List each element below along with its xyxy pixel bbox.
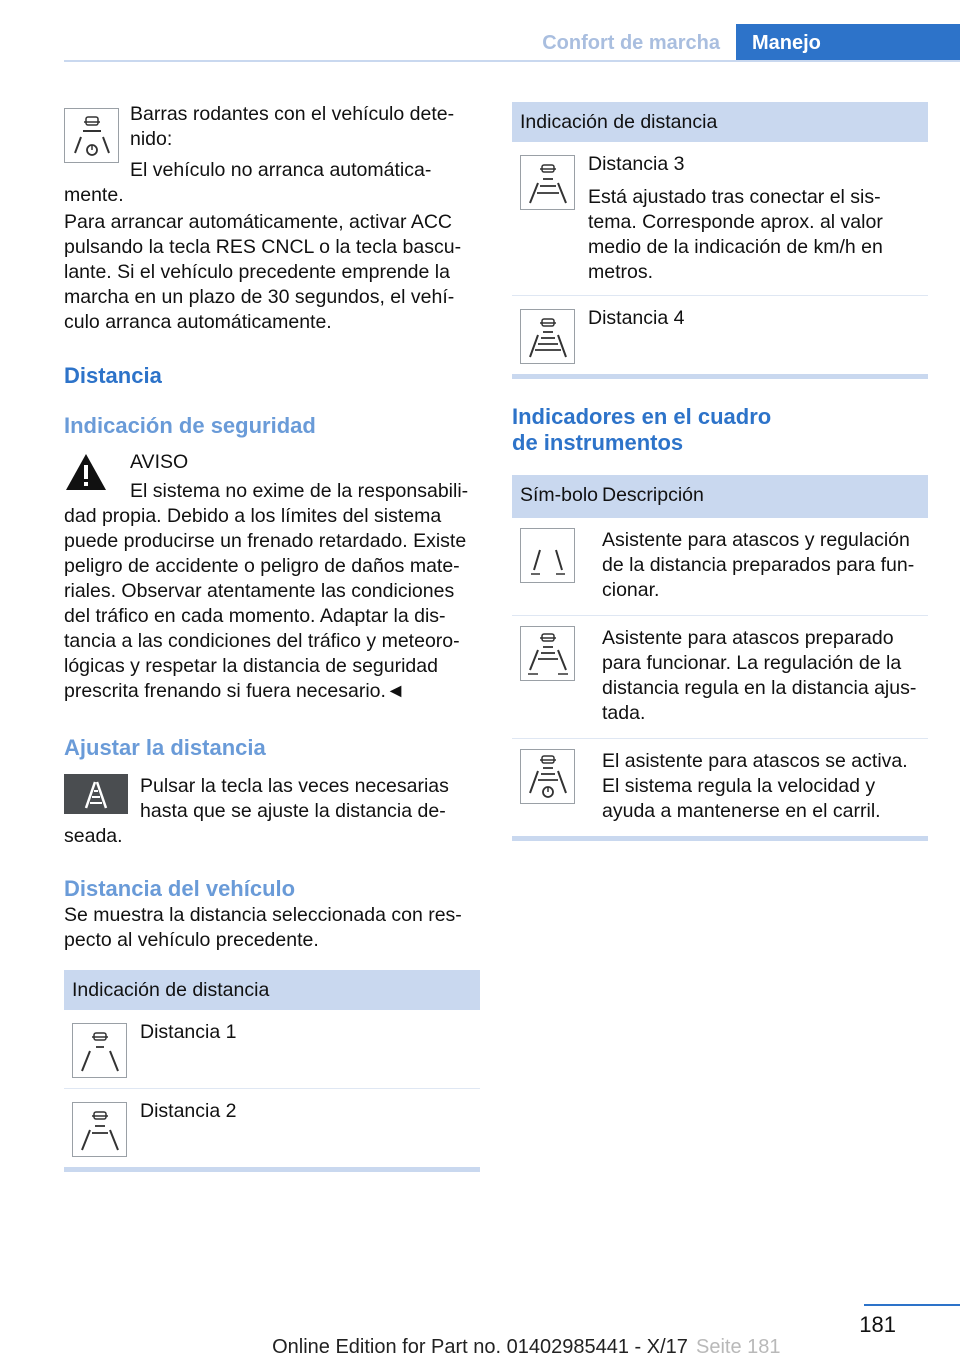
stop-paragraph-2: El vehículo no arranca automática-mente. [64, 159, 432, 206]
table-row [512, 518, 928, 616]
stop-paragraph-3: Para arrancar automáticamente, activar ACC pulsando la tecla RES CNCL o la tecla bascu-lante. Si el vehículo precedente emprende la marcha en un plazo de 30 segundos, el vehí-culo arranca automáticamente. [64, 211, 462, 333]
footer-edition: Online Edition for Part no. 01402985441 - X/17 [272, 1336, 688, 1358]
watermark: Seite 181 [696, 1336, 781, 1358]
column-header-simbolo: Sím-bolo [520, 484, 599, 506]
heading-ajustar-distancia: Ajustar la distancia [64, 735, 266, 760]
table-row [512, 739, 928, 836]
vehiculo-text: Se muestra la distancia seleccionada con res-pecto al vehículo precedente. [64, 904, 462, 951]
distance-1-icon [72, 1023, 127, 1078]
warning-label: AVISO [130, 451, 189, 473]
distance-3-label: Distancia 3 [588, 153, 685, 175]
stop-paragraph-1: Barras rodantes con el vehículo dete-nido: [130, 103, 455, 150]
ajustar-text: Pulsar la tecla las veces necesarias hasta que se ajuste la distancia de-seada. [64, 775, 449, 847]
footer-rule [864, 1304, 960, 1306]
column-header-descripcion: Descripción [602, 484, 704, 506]
page-number: 181 [859, 1312, 896, 1337]
distance-4-label: Distancia 4 [588, 307, 685, 329]
distance-4-icon [520, 309, 575, 364]
warning-triangle-icon [64, 452, 108, 496]
indicator-1-description: Asistente para atascos y regulación de la distancia preparados para fun-cionar. [602, 529, 915, 601]
lane-lines-icon [520, 528, 575, 583]
distance-button-icon [64, 774, 128, 814]
left-column [64, 102, 480, 1172]
warning-block [64, 450, 480, 704]
table-row [64, 1010, 480, 1089]
indicator-3-description: El asistente para atascos se activa. El sistema regula la velocidad y ayuda a mantenerse en el carril. [602, 750, 908, 822]
distance-table-left-header: Indicación de distancia [64, 970, 480, 1010]
header-section-title: Confort de marcha [542, 32, 720, 54]
table-row [64, 1089, 480, 1167]
warning-text: El sistema no exime de la responsabili-dad propia. Debido a los límites del sistema puede producirse un frenado retardado. Existe peligro de accidente o peligro de daños mate-riales. Observar atentamente las condiciones del tráfico en cada momento. Adaptar la dis-tancia a las condiciones del tráfico y meteoro-lógicas y respetar la distancia de seguridad prescrita frenando si fuera necesario.◄ [64, 480, 469, 702]
heading-indicadores-line-2: de instrumentos [512, 430, 684, 455]
header-chapter-tab: Manejo [736, 24, 960, 62]
distance-table-right [512, 102, 928, 379]
distance-table-right-header: Indicación de distancia [512, 102, 928, 142]
right-column [512, 102, 928, 841]
distance-3-icon [520, 155, 575, 210]
distance-1-label: Distancia 1 [140, 1021, 237, 1043]
ajustar-block [64, 774, 480, 849]
traffic-jam-active-icon [520, 749, 575, 804]
indicators-table-header [512, 475, 928, 518]
heading-indicadores [512, 404, 928, 456]
heading-indicacion-seguridad: Indicación de seguridad [64, 413, 316, 438]
distance-2-label: Distancia 2 [140, 1100, 237, 1122]
distance-table-left [64, 970, 480, 1172]
heading-indicadores-line-1: Indicadores en el cuadro [512, 404, 772, 429]
indicators-table [512, 475, 928, 841]
heading-distancia-vehiculo: Distancia del vehículo [64, 876, 296, 901]
distance-2-icon [72, 1102, 127, 1157]
indicator-2-description: Asistente para atascos preparado para funcionar. La regulación de la distancia regula en la distancia ajus-tada. [602, 627, 917, 724]
distance-3-description: Está ajustado tras conectar el sis-tema. Corresponde aprox. al valor medio de la indicación de km/h en metros. [588, 186, 883, 283]
table-row [512, 142, 928, 296]
traffic-jam-ready-icon [520, 626, 575, 681]
table-row [512, 296, 928, 374]
stop-and-go-icon [64, 108, 119, 163]
heading-distancia: Distancia [64, 363, 162, 388]
header-rule [64, 60, 960, 62]
table-row [512, 616, 928, 739]
